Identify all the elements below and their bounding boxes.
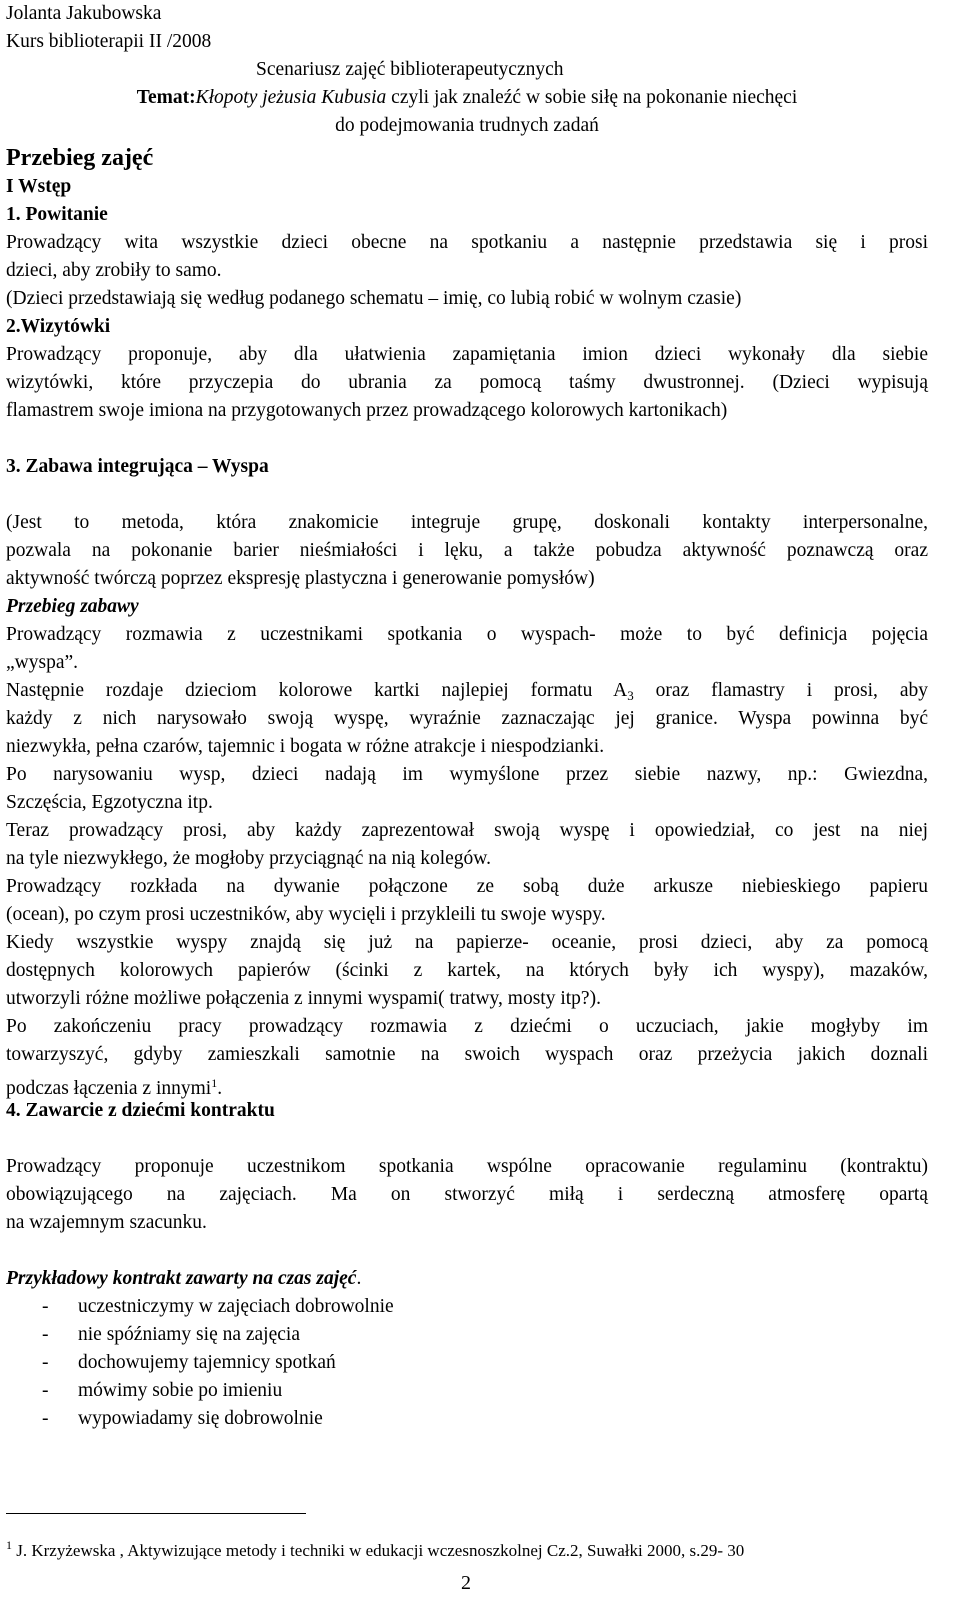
contract-heading-dot: . [356,1268,362,1289]
s3-p7-end: . [217,1078,223,1099]
topic-title: Kłopoty jeżusia Kubusia [195,87,387,108]
list-dash: - [42,1380,49,1401]
format-subscript: 3 [627,688,634,703]
s2-line: wizytówki, które przyczepia do ubrania za pomocą taśmy dwustronnej. (Dzieci wypisują [6,372,928,393]
s3-intro-line: (Jest to metoda, która znakomicie integruje grupę, doskonali kontakty interpersonalne, [6,512,928,533]
page-number: 2 [461,1572,471,1594]
contract-rule: nie spóźniamy się na zajęcia [78,1324,300,1345]
s3-p4-line: Teraz prowadzący prosi, aby każdy zaprezentował swoją wyspę i opowiedział, co jest na niej [6,820,928,841]
s1-heading: 1. Powitanie [6,204,108,225]
topic-line-2: do podejmowania trudnych zadań [335,115,599,136]
s3-intro-line: aktywność twórczą poprzez ekspresję plastyczna i generowanie pomysłów) [6,568,595,589]
list-dash: - [42,1296,49,1317]
s3-p6-line: utworzyli różne możliwe połączenia z innymi wyspami( tratwy, mosty itp?). [6,988,601,1009]
s3-intro-line: pozwala na pokonanie barier nieśmiałości i lęku, a także pobudza aktywność poznawczą oraz [6,540,928,561]
s3-p7-line: towarzyszyć, gdyby zamieszkali samotnie na swoich wyspach oraz przeżycia jakich doznali [6,1044,928,1065]
footnote [6,1531,744,1565]
s3-p1-line: Prowadzący rozmawia z uczestnikami spotkania o wyspach- może to być definicja pojęcia [6,624,928,645]
s4-line: na wzajemnym szacunku. [6,1212,207,1233]
s4-heading: 4. Zawarcie z dziećmi kontraktu [6,1100,275,1121]
s3-p3-line: Po narysowaniu wysp, dzieci nadają im wymyślone przez siebie nazwy, np.: Gwiezdna, [6,764,928,785]
s2-line: flamastrem swoje imiona na przygotowanych przez prowadzącego kolorowych kartonikach) [6,400,728,421]
s2-heading: 2.Wizytówki [6,316,111,337]
s3-p6-line: Kiedy wszystkie wyspy znajdą się już na papierze- oceanie, prosi dzieci, aby za pomocą [6,932,928,953]
topic-rest: czyli jak znaleźć w sobie siłę na pokonanie niechęci [386,87,798,108]
scenario-title: Scenariusz zajęć biblioterapeutycznych [256,59,564,80]
footnote-ref[interactable]: 1 [211,1076,218,1090]
topic-label: Temat: [136,87,196,108]
contract-rule: dochowujemy tajemnicy spotkań [78,1352,336,1373]
contract-heading: Przykładowy kontrakt zawarty na czas zajęć [6,1268,357,1289]
list-dash: - [42,1324,49,1345]
footnote-text: J. Krzyżewska , Aktywizujące metody i techniki w edukacji wczesnoszkolnej Cz.2, Suwałki 2000, s.29- 30 [12,1541,745,1560]
s3-p5-line: Prowadzący rozkłada na dywanie połączone ze sobą duże arkusze niebieskiego papieru [6,876,928,897]
contract-rule: uczestniczymy w zajęciach dobrowolnie [78,1296,394,1317]
section-heading: Przebieg zajęć [6,145,154,171]
author: Jolanta Jakubowska [6,3,162,24]
s3-p4-line: na tyle niezwykłego, że mogłoby przyciągnąć na nią kolegów. [6,848,491,869]
s3-p2-text: oraz flamastry i prosi, aby [633,680,929,701]
s3-p7-text: podczas łączenia z innymi [6,1078,212,1099]
part-heading: I Wstęp [6,176,72,197]
s3-p2-text: Następnie rozdaje dzieciom kolorowe kartki najlepiej formatu A [6,680,628,701]
s3-p7-line: Po zakończeniu pracy prowadzący rozmawia z dziećmi o uczuciach, jakie mogłyby im [6,1016,928,1037]
contract-rule: wypowiadamy się dobrowolnie [78,1408,323,1429]
contract-rule: mówimy sobie po imieniu [78,1380,283,1401]
course: Kurs biblioterapii II /2008 [6,31,212,52]
s1-line: dzieci, aby zrobiły to samo. [6,260,222,281]
s1-line: Prowadzący wita wszystkie dzieci obecne na spotkaniu a następnie przedstawia się i prosi [6,232,928,253]
s4-line: Prowadzący proponuje uczestnikom spotkania wspólne opracowanie regulaminu (kontraktu) [6,1156,928,1177]
s3-heading: 3. Zabawa integrująca – Wyspa [6,456,269,477]
footnote-divider [6,1513,306,1514]
topic-line [6,84,928,112]
s1-line: (Dzieci przedstawiają się według podanego schematu – imię, co lubią robić w wolnym czasie) [6,288,742,309]
s3-p3-line: Szczęścia, Egzotyczna itp. [6,792,213,813]
s3-p2-line: niezwykła, pełna czarów, tajemnic i bogata w różne atrakcje i niespodzianki. [6,736,605,757]
list-dash: - [42,1408,49,1429]
footnote-mark: 1 [6,1538,12,1552]
s2-line: Prowadzący proponuje, aby dla ułatwienia zapamiętania imion dzieci wykonały dla siebie [6,344,928,365]
s4-line: obowiązującego na zajęciach. Ma on stworzyć miłą i serdeczną atmosferę opartą [6,1184,928,1205]
s3-p6-line: dostępnych kolorowych papierów (ścinki z kartek, na których były ich wyspy), mazaków, [6,960,928,981]
s3-p1-line: „wyspa”. [6,652,79,673]
s3-p5-line: (ocean), po czym prosi uczestników, aby wycięli i przykleili tu swoje wyspy. [6,904,606,925]
s3-subheading: Przebieg zabawy [6,596,139,617]
contract-heading-line [6,1265,361,1293]
s3-p2-line: każdy z nich narysowało swoją wyspę, wyraźnie zaznaczając jej granice. Wyspa powinna być [6,708,928,729]
list-dash: - [42,1352,49,1373]
